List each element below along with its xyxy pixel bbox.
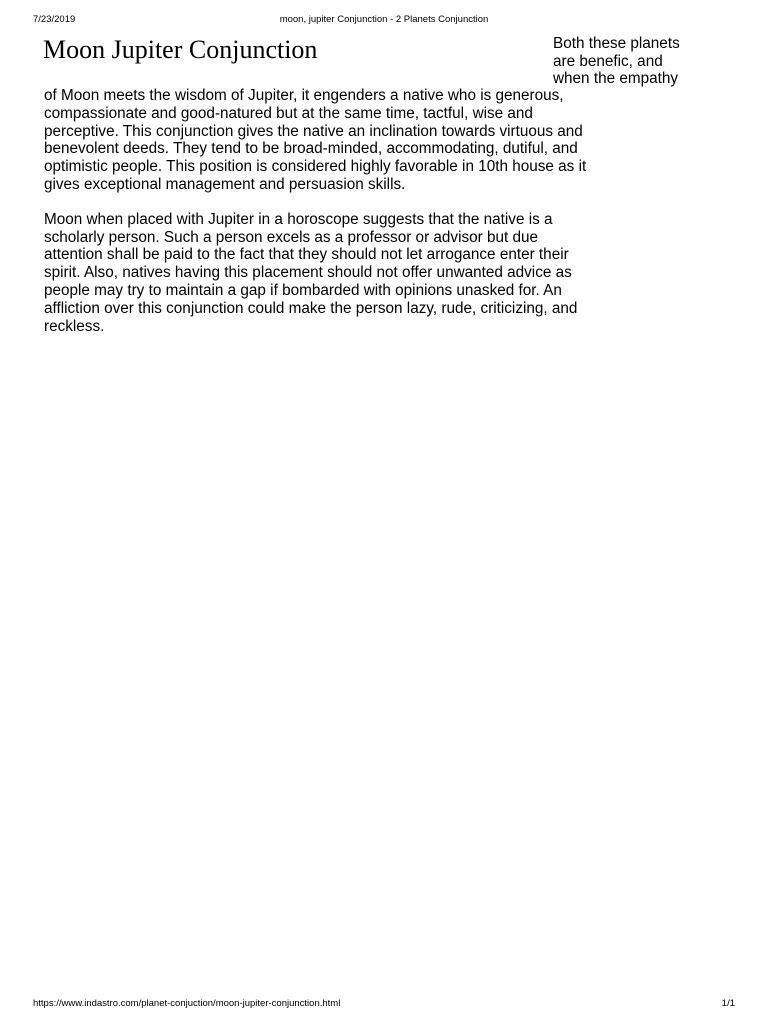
article-heading: Moon Jupiter Conjunction	[43, 35, 318, 64]
print-header	[0, 13, 768, 27]
print-date: 7/23/2019	[33, 14, 76, 25]
print-footer	[0, 997, 768, 1011]
intro-paragraph: of Moon meets the wisdom of Jupiter, it engenders a native who is generous, compassionate and good-natured but at the same time, tactful, wise and perceptive. This conjunction gives the native an inclination towards virtuous and benevolent deeds. They tend to be broad-minded, accommodating, dutiful, and optimistic people. This position is considered highly favorable in 10th house as it gives exceptional management and persuasion skills.	[44, 87, 587, 193]
page-number: 1/1	[721, 998, 735, 1009]
article-body	[44, 87, 734, 352]
body-paragraph: Moon when placed with Jupiter in a horoscope suggests that the native is a scholarly person. Such a person excels as a professor or advisor but due attention shall be paid to the fact that they should not let arrogance enter their spirit. Also, natives having this placement should not offer unwanted advice as people may try to maintain a gap if bombarded with opinions unasked for. An affliction over this conjunction could make the person lazy, rude, criticizing, and reckless.	[44, 210, 578, 335]
print-page-title: moon, jupiter Conjunction - 2 Planets Conjunction	[279, 14, 489, 25]
print-url: https://www.indastro.com/planet-conjuction/moon-jupiter-conjunction.html	[33, 998, 341, 1009]
intro-side-text: Both these planets are benefic, and when the empathy	[553, 35, 680, 88]
